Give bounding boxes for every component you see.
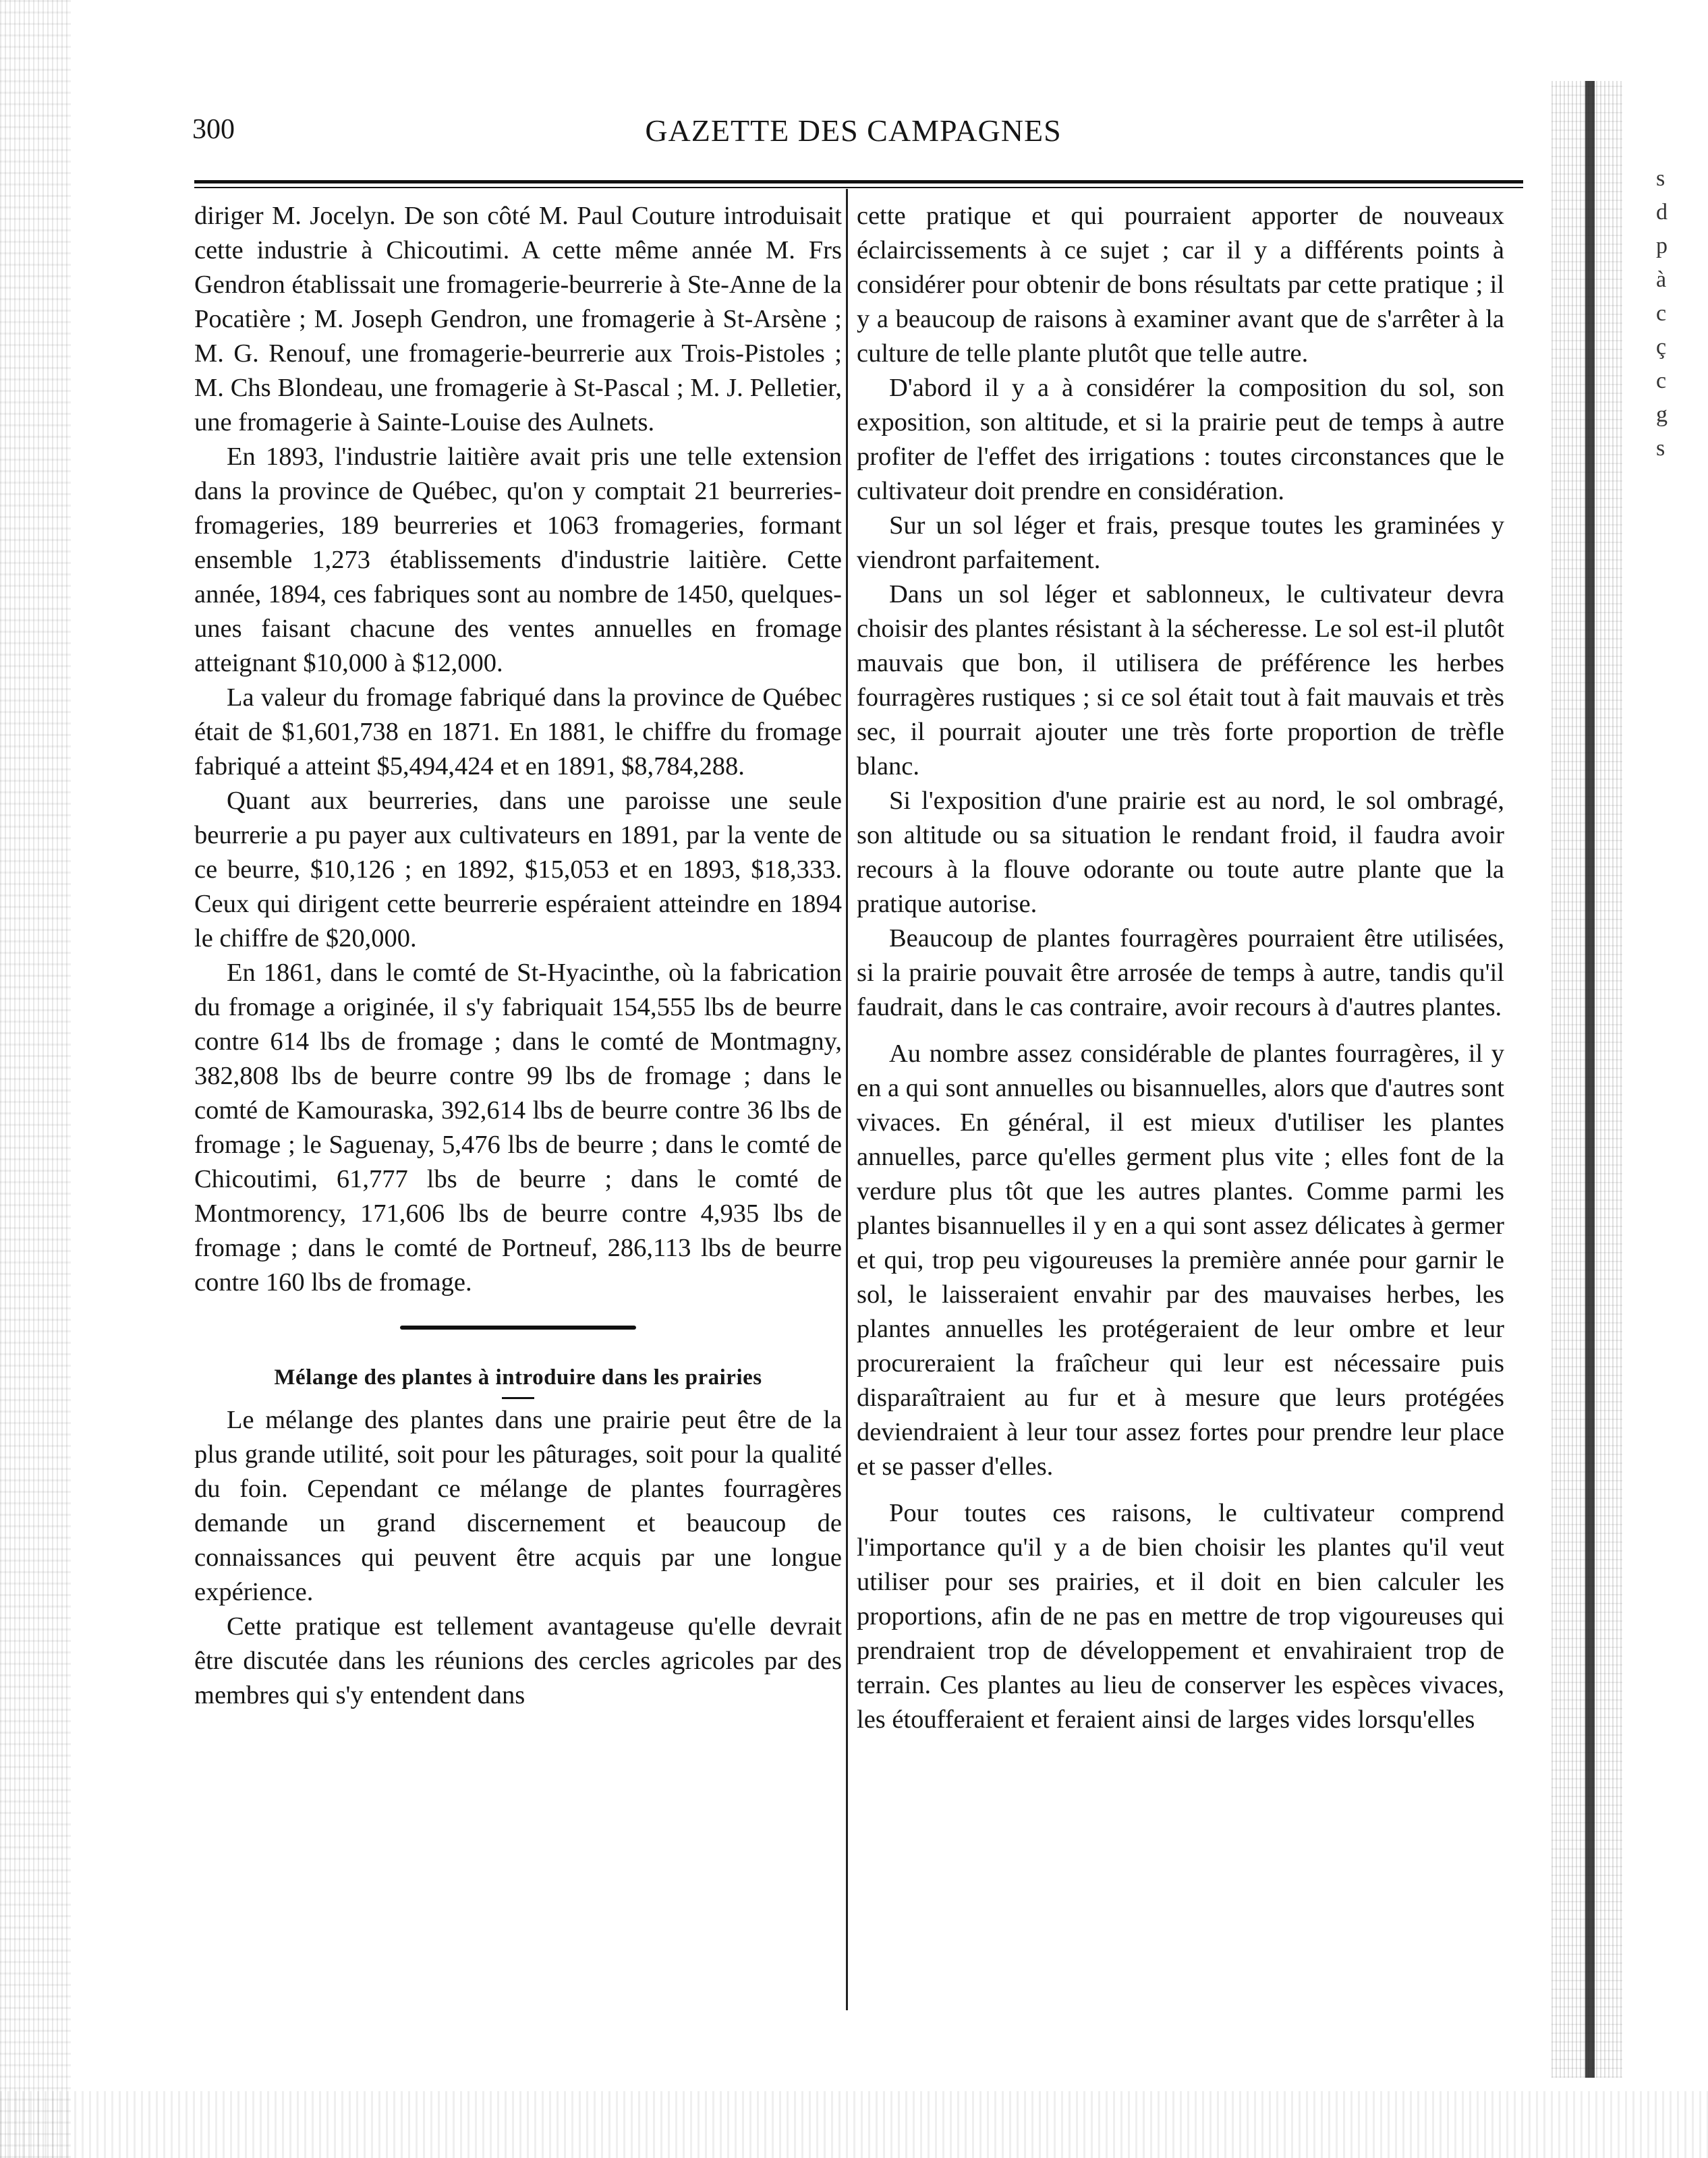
scan-binding-shadow [1585, 81, 1595, 2078]
margin-fragment: d [1656, 200, 1668, 225]
paragraph: Au nombre assez considérable de plantes fourragères, il y en a qui sont annuelles ou bisannuelles, alors que d'autres sont vivaces. En général, il est mieux d'utiliser les plantes annuelles, parce qu'elles germent plus vite ; elles font de la verdure plus tôt que les autres plantes. Comme parmi les plantes bisannuelles il y en a qui sont assez délicates à germer et qui, trop peu vigoureuses la première année pour garnir le sol, le laisseraient envahir par des mauvaises herbes, les plantes annuelles les protégeraient de leur ombre et leur procureraient la fraîcheur qui leur est nécessaire puis disparaîtraient au fur et à mesure que leurs protégées deviendraient à leur tour assez fortes pour prendre leur place et se passer d'elles. [857, 1040, 1504, 1481]
column-divider [846, 189, 848, 2010]
margin-fragment: à [1656, 267, 1667, 292]
paragraph: D'abord il y a à considérer la composition du sol, son exposition, son altitude, et si la prairie peut de temps à autre profiter de l'effet des irrigations : toutes circonstances que le cultivateur doit prendre en considération. [857, 374, 1504, 505]
paragraph: La valeur du fromage fabriqué dans la province de Québec était de $1,601,738 en 1871. En 1881, le chiffre du fromage fabriqué a atteint $5,494,424 et en 1891, $8,784,288. [194, 683, 842, 780]
scan-bottom-edge [0, 2091, 1708, 2158]
paragraph: Pour toutes ces raisons, le cultivateur comprend l'importance qu'il y a de bien choisir les plantes qu'il veut utiliser pour ses prairies, et il doit en bien calculer les proportions, afin de ne pas en mettre de trop vigoureuses qui prendraient trop de développement et envahiraient trop de terrain. Ces plantes au lieu de conserver les espèces vivaces, les étoufferaient et feraient ainsi de larges vides lorsqu'elles [857, 1499, 1504, 1734]
margin-fragment: ç [1656, 335, 1667, 360]
paragraph: En 1893, l'industrie laitière avait pris une telle extension dans la province de Québec, qu'on y comptait 21 beurreries-fromageries, 189 beurreries et 1063 fromageries, formant ensemble 1,273 établissements d'industrie laitière. Cette année, 1894, ces fabriques sont au nombre de 1450, quelques-unes faisant chacune des ventes annuelles en fromage atteignant $10,000 à $12,000. [194, 443, 842, 677]
margin-fragment: c [1656, 368, 1667, 393]
margin-fragment: s [1656, 166, 1666, 191]
paragraph: Sur un sol léger et frais, presque toutes les graminées y viendront parfaitement. [857, 511, 1504, 574]
header-rule-thick [194, 180, 1523, 183]
margin-fragment: p [1656, 233, 1668, 258]
running-title: GAZETTE DES CAMPAGNES [645, 113, 1062, 148]
margin-fragment: c [1656, 301, 1667, 326]
section-separator [400, 1326, 636, 1330]
header-rule-thin [194, 187, 1523, 188]
margin-fragment: s [1656, 436, 1666, 461]
page-number: 300 [192, 114, 235, 145]
scan-left-edge [0, 0, 71, 2158]
paragraph: Dans un sol léger et sablonneux, le cultivateur devra choisir des plantes résistant à la sécheresse. Le sol est-il plutôt mauvais que bon, il utilisera de préférence les herbes fourragères rustiques ; si ce sol était tout à fait mauvais et très sec, il pourrait ajouter une très forte proportion de trèfle blanc. [857, 580, 1504, 780]
paragraph: Beaucoup de plantes fourragères pourraient être utilisées, si la prairie pouvait être arrosée de temps à autre, tandis qu'il faudrait, dans le cas contraire, avoir recours à d'autres plantes. [857, 924, 1504, 1021]
paragraph: Cette pratique est tellement avantageuse qu'elle devrait être discutée dans les réunions des cercles agricoles par des membres qui s'y entendent dans [194, 1612, 842, 1709]
paragraph: Quant aux beurreries, dans une paroisse une seule beurrerie a pu payer aux cultivateurs en 1891, par la vente de ce beurre, $10,126 ; en 1892, $15,053 et en 1893, $18,333. Ceux qui dirigent cette beurrerie espéraient atteindre en 1894 le chiffre de $20,000. [194, 787, 842, 953]
paragraph: cette pratique et qui pourraient apporter de nouveaux éclaircissements à ce sujet ; car il y a différents points à considérer pour obtenir de bons résultats par cette pratique ; il y a beaucoup de raisons à examiner avant que de s'arrêter à la culture de telle plante plutôt que telle autre. [857, 202, 1504, 368]
paragraph: En 1861, dans le comté de St-Hyacinthe, où la fabrication du fromage a originée, il s'y fabriquait 154,555 lbs de beurre contre 614 lbs de fromage ; dans le comté de Montmagny, 382,808 lbs de beurre contre 99 lbs de fromage ; dans le comté de Kamouraska, 392,614 lbs de beurre contre 36 lbs de fromage ; le Saguenay, 5,476 lbs de beurre ; dans le comté de Chicoutimi, 61,777 lbs de beurre ; dans le comté de Montmorency, 171,606 lbs de beurre contre 4,935 lbs de fromage ; dans le comté de Portneuf, 286,113 lbs de beurre contre 160 lbs de fromage. [194, 959, 842, 1297]
paragraph: Le mélange des plantes dans une prairie peut être de la plus grande utilité, soit pour les pâturages, soit pour la qualité du foin. Cependant ce mélange de plantes fourragères demande un grand discernement et beaucoup de connaissances qui peuvent être acquis par une longue expérience. [194, 1406, 842, 1606]
paragraph: Si l'exposition d'une prairie est au nord, le sol ombragé, son altitude ou sa situation le rendant froid, il faudra avoir recours à la flouve odorante ou toute autre plante que la pratique autorise. [857, 787, 1504, 918]
section-title: Mélange des plantes à introduire dans les prairies [274, 1365, 762, 1390]
right-column [857, 199, 1504, 1737]
left-column [194, 199, 842, 1713]
title-dash [502, 1397, 534, 1399]
margin-fragments [1656, 162, 1683, 465]
paragraph: diriger M. Jocelyn. De son côté M. Paul Couture introduisait cette industrie à Chicoutimi. A cette même année M. Frs Gendron établissait une fromagerie-beurrerie à Ste-Anne de la Pocatière ; M. Joseph Gendron, une fromagerie à St-Arsène ; M. G. Renouf, une fromagerie-beurrerie aux Trois-Pistoles ; M. Chs Blondeau, une fromagerie à St-Pascal ; M. J. Pelletier, une fromagerie à Sainte-Louise des Aulnets. [194, 202, 842, 436]
margin-fragment: g [1656, 402, 1668, 427]
